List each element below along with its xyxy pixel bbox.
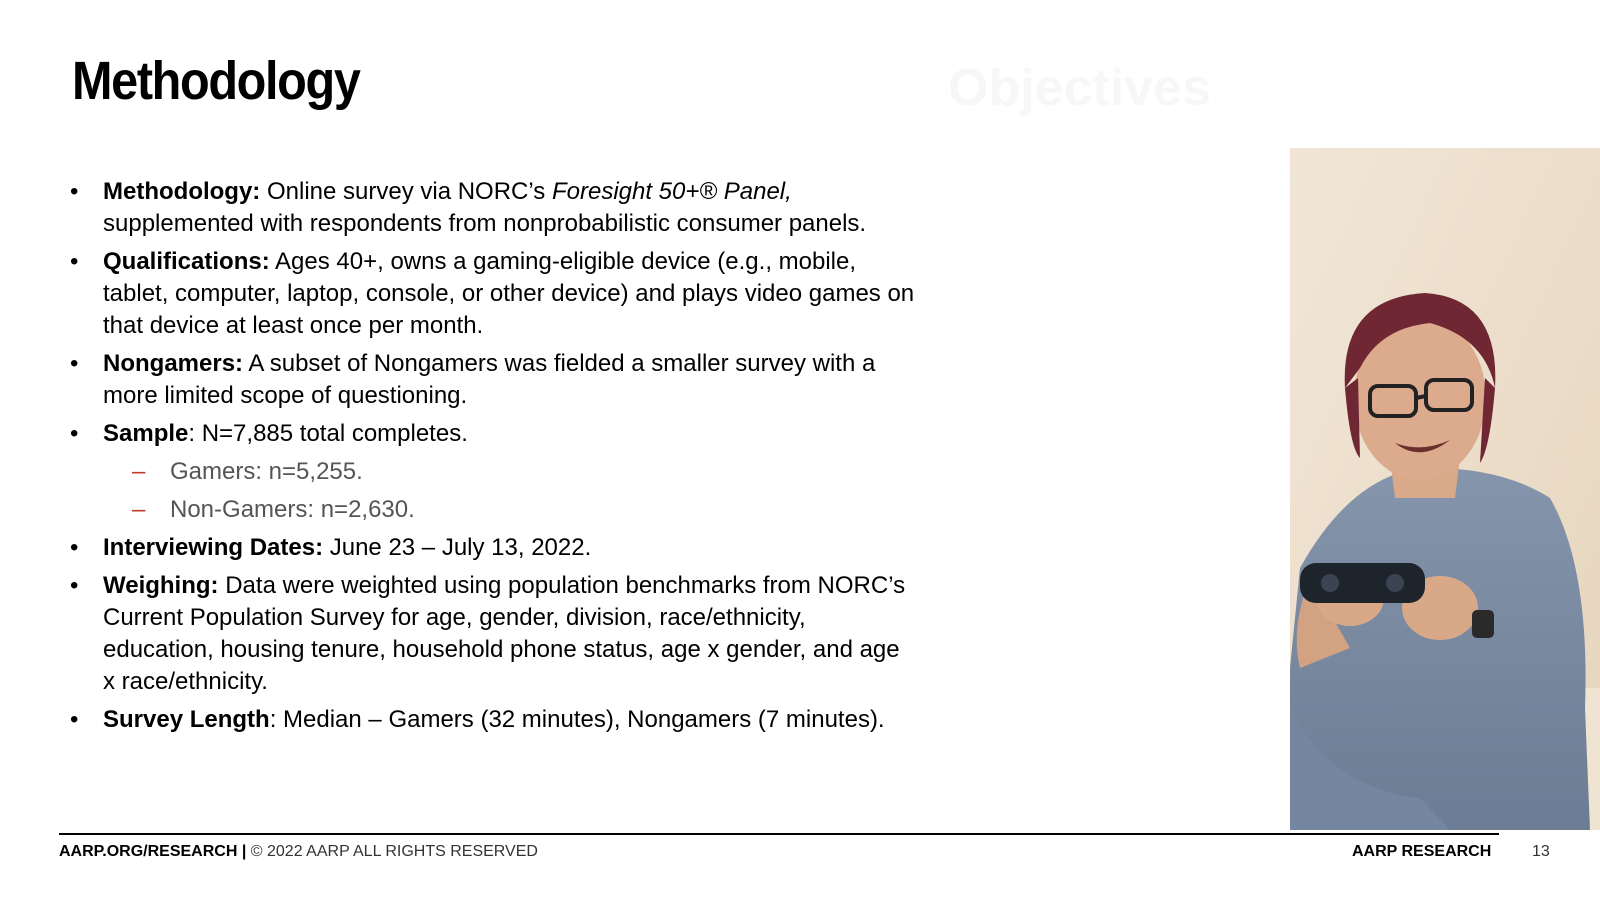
bullet-text: A subset of Nongamers was fielded a smaller survey with a more limited scope of questioning. bbox=[103, 350, 876, 409]
sub-bullet-dash: – bbox=[132, 458, 146, 485]
bullet-text: Ages 40+, owns a gaming-eligible device (e.g., mobile, tablet, computer, laptop, console, or other device) and plays video games on that device at least once per month. bbox=[103, 248, 915, 339]
bullet-dot: • bbox=[70, 350, 79, 377]
bullet-nongamers bbox=[66, 348, 916, 412]
bullet-text: supplemented with respondents from nonprobabilistic consumer panels. bbox=[103, 210, 867, 237]
sub-bullet-text: Gamers: n=5,255. bbox=[170, 458, 363, 485]
bullet-weighing bbox=[66, 570, 916, 698]
bullet-dot: • bbox=[70, 420, 79, 447]
bullet-text: June 23 – July 13, 2022. bbox=[323, 534, 592, 561]
footer-rights: © 2022 AARP ALL RIGHTS RESERVED bbox=[246, 843, 538, 860]
bullet-survey-length bbox=[66, 704, 916, 736]
sub-bullet-text: Non-Gamers: n=2,630. bbox=[170, 496, 415, 523]
sub-bullet-gamers bbox=[66, 456, 916, 488]
bullet-label: Methodology: bbox=[103, 178, 261, 205]
bullet-label: Nongamers: bbox=[103, 350, 244, 377]
footer-divider bbox=[59, 833, 1499, 835]
photo-illustration bbox=[1290, 148, 1600, 830]
methodology-list bbox=[66, 176, 916, 742]
panel-name: Foresight 50+® Panel, bbox=[551, 178, 792, 205]
slide-title: Methodology bbox=[72, 51, 360, 111]
bullet-text: : Median – Gamers (32 minutes), Nongamers (7 minutes). bbox=[269, 706, 885, 733]
bullet-text: Data were weighted using population benchmarks from NORC’s Current Population Survey for age, gender, division, race/ethnicity, education, housing tenure, household phone status, age x gender, and age x race/ethnicity. bbox=[103, 572, 906, 695]
ghost-title: Objectives bbox=[948, 59, 1212, 117]
bullet-qualifications bbox=[66, 246, 916, 342]
bullet-methodology bbox=[66, 176, 916, 240]
bullet-dot: • bbox=[70, 178, 79, 205]
bullet-dot: • bbox=[70, 248, 79, 275]
footer-copyright bbox=[59, 843, 538, 861]
bullet-label: Sample bbox=[103, 420, 189, 447]
photo-woman-playing-video-game bbox=[1290, 148, 1600, 830]
bullet-sample bbox=[66, 418, 916, 450]
page-number: 13 bbox=[1532, 843, 1550, 860]
bullet-label: Weighing: bbox=[103, 572, 219, 599]
bullet-dot: • bbox=[70, 534, 79, 561]
bullet-interviewing-dates bbox=[66, 532, 916, 564]
bullet-dot: • bbox=[70, 572, 79, 599]
bullet-dot: • bbox=[70, 706, 79, 733]
bullet-text: Online survey via NORC’s bbox=[260, 178, 552, 205]
bullet-text: : N=7,885 total completes. bbox=[188, 420, 468, 447]
bullet-label: Interviewing Dates: bbox=[103, 534, 324, 561]
bullet-label: Survey Length bbox=[103, 706, 270, 733]
footer-brand: AARP RESEARCH bbox=[1352, 843, 1492, 860]
sub-bullet-dash: – bbox=[132, 496, 146, 523]
footer-site-link[interactable]: AARP.ORG/RESEARCH | bbox=[59, 843, 247, 860]
bullet-label: Qualifications: bbox=[103, 248, 270, 275]
sub-bullet-non-gamers bbox=[66, 494, 916, 526]
